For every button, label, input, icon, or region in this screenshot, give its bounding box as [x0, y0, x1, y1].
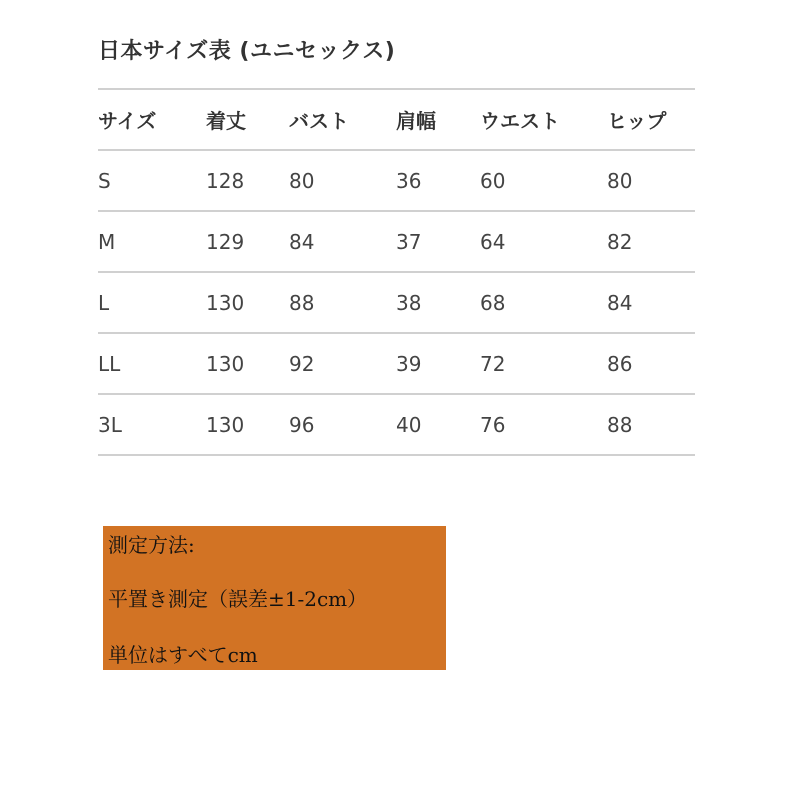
cell-hip: 86 [607, 333, 695, 394]
note-unit: 単位はすべてcm [108, 643, 258, 667]
size-table [98, 88, 695, 456]
cell-bust: 92 [289, 333, 396, 394]
header-length: 着丈 [206, 89, 289, 150]
cell-length: 130 [206, 394, 289, 455]
cell-shoulder: 38 [396, 272, 480, 333]
cell-shoulder: 39 [396, 333, 480, 394]
cell-hip: 88 [607, 394, 695, 455]
cell-size: 3L [98, 394, 206, 455]
cell-shoulder: 37 [396, 211, 480, 272]
cell-bust: 96 [289, 394, 396, 455]
cell-size: S [98, 150, 206, 211]
cell-length: 129 [206, 211, 289, 272]
header-waist: ウエスト [480, 89, 607, 150]
cell-bust: 80 [289, 150, 396, 211]
cell-length: 130 [206, 272, 289, 333]
cell-hip: 82 [607, 211, 695, 272]
table-row [98, 394, 695, 455]
cell-length: 128 [206, 150, 289, 211]
cell-size: LL [98, 333, 206, 394]
cell-waist: 68 [480, 272, 607, 333]
header-size: サイズ [98, 89, 206, 150]
table-row [98, 333, 695, 394]
cell-size: M [98, 211, 206, 272]
table-header-row [98, 89, 695, 150]
table-row [98, 272, 695, 333]
cell-shoulder: 36 [396, 150, 480, 211]
size-chart-title: 日本サイズ表 (ユニセックス) [98, 39, 396, 64]
cell-waist: 64 [480, 211, 607, 272]
note-measurement-method: 平置き測定（誤差±1-2cm） [108, 587, 368, 611]
cell-size: L [98, 272, 206, 333]
cell-waist: 60 [480, 150, 607, 211]
table-row [98, 150, 695, 211]
header-shoulder: 肩幅 [396, 89, 480, 150]
measurement-note-box [103, 526, 446, 670]
table-row [98, 211, 695, 272]
header-hip: ヒップ [607, 89, 695, 150]
note-heading: 測定方法: [108, 533, 195, 557]
cell-hip: 80 [607, 150, 695, 211]
cell-waist: 76 [480, 394, 607, 455]
cell-waist: 72 [480, 333, 607, 394]
cell-length: 130 [206, 333, 289, 394]
cell-bust: 88 [289, 272, 396, 333]
header-bust: バスト [289, 89, 396, 150]
cell-bust: 84 [289, 211, 396, 272]
cell-shoulder: 40 [396, 394, 480, 455]
cell-hip: 84 [607, 272, 695, 333]
